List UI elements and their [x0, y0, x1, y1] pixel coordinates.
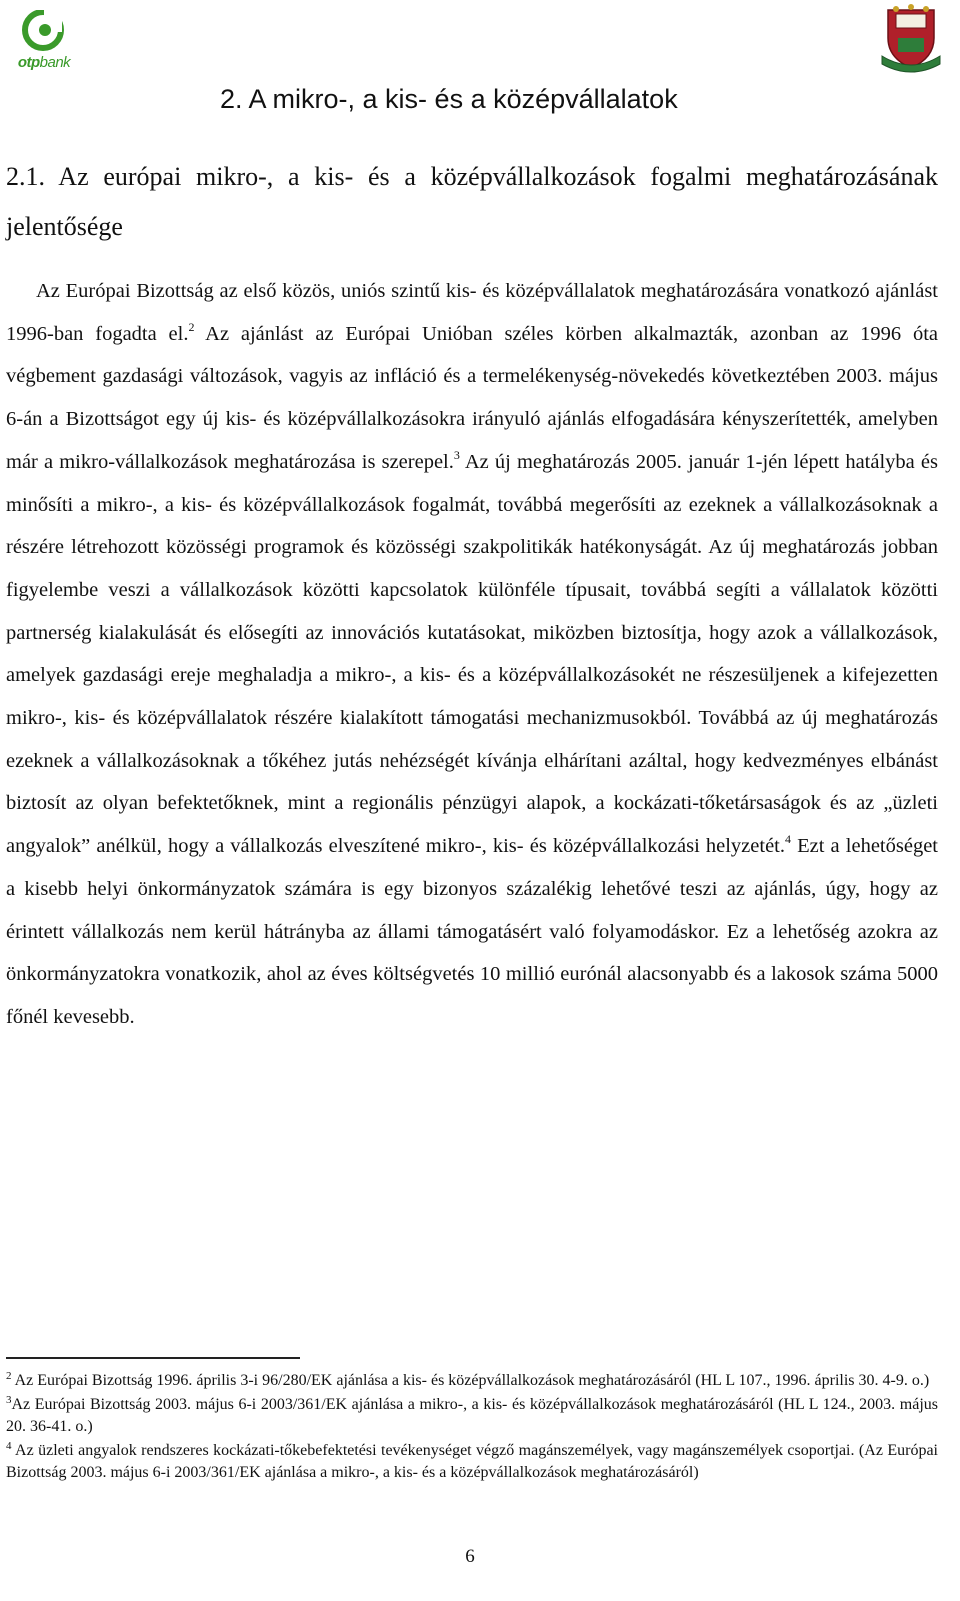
footnote-separator: [6, 1357, 300, 1359]
footnote-text: Az Európai Bizottság 1996. április 3-i 96/280/EK ajánlása a kis- és középvállalkozások meghatározásáról (HL L 107., 1996. április 30. 4-9. o.): [11, 1372, 930, 1389]
page-number: 6: [465, 1546, 475, 1567]
chapter-title: 2. A mikro-, a kis- és a középvállalatok: [220, 84, 678, 114]
section-title: 2.1. Az európai mikro-, a kis- és a középvállalkozások fogalmi meghatározásának jelentősége: [6, 162, 938, 241]
crest-icon: [876, 4, 946, 76]
footnote-number: 2: [6, 1370, 12, 1382]
paragraph-text-4: Ezt a lehetőséget a kisebb helyi önkormányzatok számára is egy bizonyos százalékig lehetővé teszi az ajánlás, úgy, hogy az érintett vállalkozás nem kerül hátrányba az állami támogatásért való folyamodáskor. Ez a lehetőség azokra az önkormányzatokra vonatkozik, ahol az éves költségvetés 10 millió eurónál alacsonyabb és a lakosok száma 5000 főnél kevesebb.: [6, 835, 938, 1028]
footnote-2: [6, 1370, 938, 1393]
footnote-ref-4[interactable]: 4: [785, 832, 791, 847]
footnote-number: 4: [6, 1439, 12, 1452]
footnote-4: [6, 1440, 938, 1485]
university-crest-logo: [876, 4, 946, 76]
otpbank-logo: [8, 10, 78, 74]
footnote-text: Az üzleti angyalok rendszeres kockázati-tőkebefektetési tevékenységet végző magánszemélyek, vagy magánszemélyek csoportjai. (Az Európai Bizottság 2003. május 6-i 2003/361/EK ajánlása a mikro-, a kis- és a középvállalkozások meghatározásáról): [6, 1441, 938, 1481]
body-paragraph: [6, 270, 938, 1039]
footnote-text: Az Európai Bizottság 2003. május 6-i 2003/361/EK ajánlása a mikro-, a kis- és középvállalkozások meghatározásáról (HL L 124., 2003. május 20. 36-41. o.): [6, 1395, 938, 1435]
footnote-ref-2[interactable]: 2: [188, 319, 195, 334]
footnotes: [6, 1370, 938, 1486]
otpbank-emblem-icon: [8, 10, 78, 54]
paragraph-text-1: Az Európai Bizottság az első közös, uniós szintű kis- és középvállalatok meghatározására vonatkozó ajánlást 1996-ban fogadta el.: [6, 280, 938, 345]
footnote-3: [6, 1394, 938, 1439]
otpbank-wordmark: otpbank: [17, 54, 71, 71]
paragraph-text-3: Az új meghatározás 2005. január 1-jén lépett hatályba és minősíti a mikro-, a kis- és középvállalkozások fogalmát, továbbá megerősíti az ezeknek a vállalkozásoknak a részére létrehozott közösségi programok és közösségi szakpolitikák hatékonyságát. Az új meghatározás jobban figyelembe veszi a vállalkozások közötti kapcsolatok különféle típusait, továbbá segíti a vállalatok közötti partnerség kialakulását és elősegíti az innovációs kutatásokat, miközben biztosítja, hogy azok a vállalkozások, amelyek gazdasági ereje meghaladja a mikro-, a kis- és a középvállalkozásokét ne részesüljenek a kifejezetten mikro-, kis- és középvállalatok részére kialakított támogatási mechanizmusokból. Továbbá az új meghatározás ezeknek a vállalkozásoknak a tőkéhez jutás nehézségét kívánja elhárítani azáltal, hogy kedvezményes elbánást biztosít az olyan befektetőknek, mint a regionális pénzügyi alapok, a kockázati-tőketársaságok és az „üzleti angyalok” anélkül, hogy a vállalkozás elveszítené mikro-, kis- és középvállalkozási helyzetét.: [6, 450, 938, 858]
footnote-ref-3[interactable]: 3: [453, 447, 460, 462]
footnote-number: 3: [6, 1393, 12, 1406]
paragraph-text-2: Az ajánlást az Európai Unióban széles körben alkalmazták, azonban az 1996 óta végbement gazdasági változások, vagyis az infláció és a termelékenység-növekedés következtében 2003. május 6-án a Bizottságot egy új kis- és középvállalkozásokra irányuló ajánlás elfogadására kényszerítették, amelyben már a mikro-vállalkozások meghatározása is szerepel.: [6, 322, 938, 473]
